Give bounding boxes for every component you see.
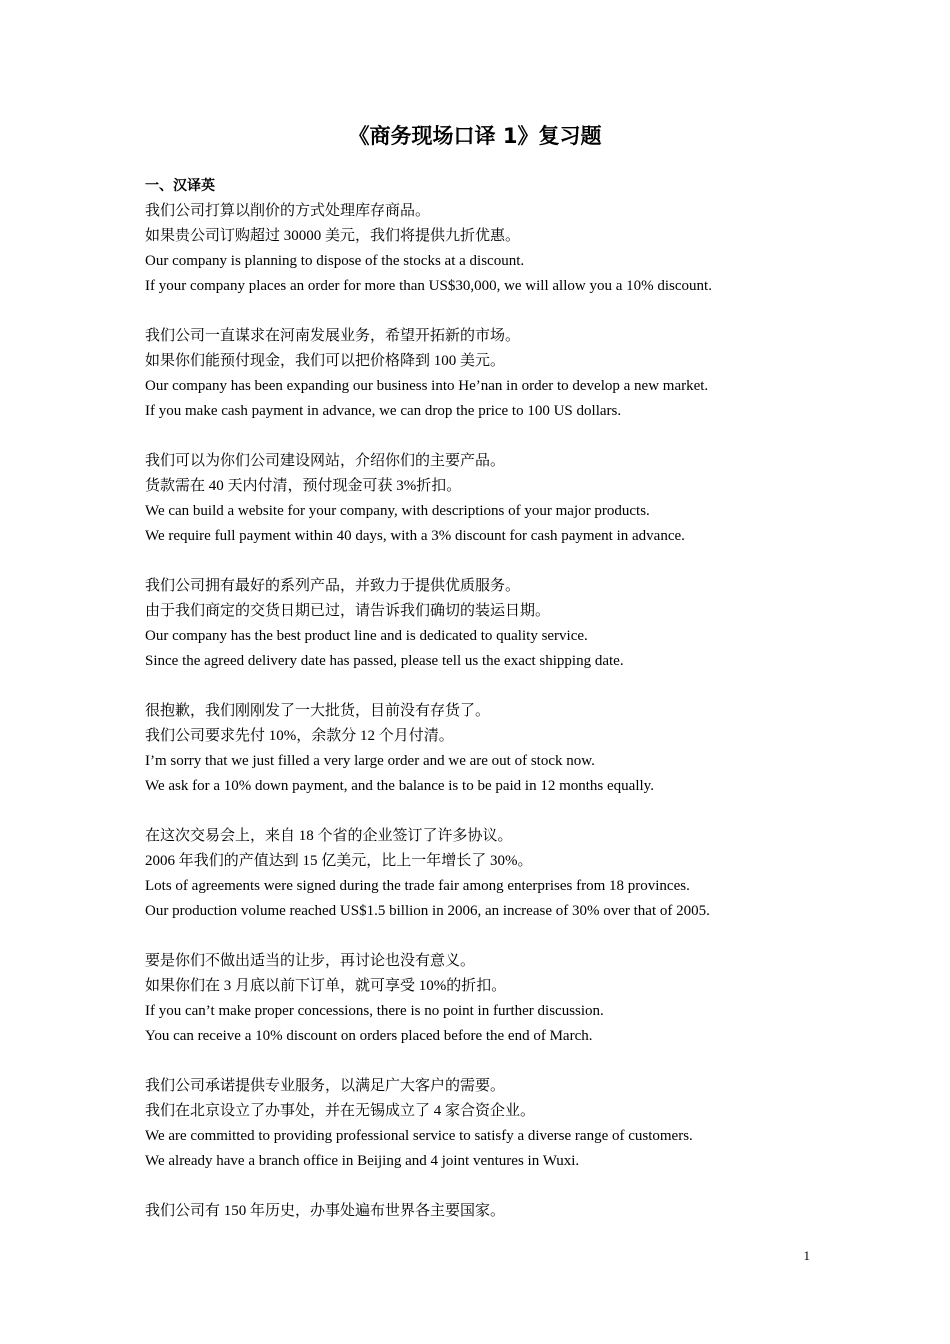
page-number: 1 bbox=[803, 1248, 810, 1263]
sentence-group-3 bbox=[145, 449, 865, 549]
sentence-group-4 bbox=[145, 574, 865, 674]
chinese-sentence: 如果贵公司订购超过 30000 美元，我们将提供九折优惠。 bbox=[145, 228, 521, 244]
english-sentence: I’m sorry that we just filled a very large order and we are out of stock now. bbox=[145, 753, 595, 769]
chinese-sentence: 我们公司拥有最好的系列产品，并致力于提供优质服务。 bbox=[145, 578, 521, 594]
document-title: 《商务现场口译 1》复习题 bbox=[348, 124, 602, 148]
section-heading: 一、汉译英 bbox=[145, 178, 215, 194]
chinese-sentence: 要是你们不做出适当的让步，再讨论也没有意义。 bbox=[145, 953, 476, 969]
english-sentence: We require full payment within 40 days, with a 3% discount for cash payment in advance. bbox=[145, 528, 685, 544]
english-sentence: We are committed to providing professional service to satisfy a diverse range of customers. bbox=[145, 1128, 693, 1144]
chinese-sentence: 我们可以为你们公司建设网站，介绍你们的主要产品。 bbox=[145, 453, 506, 469]
chinese-sentence: 2006 年我们的产值达到 15 亿美元，比上一年增长了 30%。 bbox=[145, 853, 533, 869]
sentence-group-8 bbox=[145, 1074, 865, 1174]
chinese-sentence: 很抱歉，我们刚刚发了一大批货，目前没有存货了。 bbox=[145, 703, 491, 719]
english-sentence: We already have a branch office in Beijing and 4 joint ventures in Wuxi. bbox=[145, 1153, 580, 1169]
english-sentence: If your company places an order for more than US$30,000, we will allow you a 10% discount. bbox=[145, 278, 712, 294]
chinese-sentence: 如果你们在 3 月底以前下订单，就可享受 10%的折扣。 bbox=[145, 978, 507, 994]
chinese-sentence: 我们公司一直谋求在河南发展业务，希望开拓新的市场。 bbox=[145, 328, 521, 344]
document-body bbox=[145, 174, 865, 1224]
english-sentence: Our company has the best product line and is dedicated to quality service. bbox=[145, 628, 588, 644]
english-sentence: We can build a website for your company, with descriptions of your major products. bbox=[145, 503, 650, 519]
sentence-group-9 bbox=[145, 1199, 865, 1224]
chinese-sentence: 在这次交易会上，来自 18 个省的企业签订了许多协议。 bbox=[145, 828, 513, 844]
sentence-group-1 bbox=[145, 199, 865, 299]
chinese-sentence: 我们公司承诺提供专业服务，以满足广大客户的需要。 bbox=[145, 1078, 506, 1094]
sentence-group-7 bbox=[145, 949, 865, 1049]
chinese-sentence: 货款需在 40 天内付清，预付现金可获 3%折扣。 bbox=[145, 478, 462, 494]
english-sentence: Since the agreed delivery date has passed, please tell us the exact shipping date. bbox=[145, 653, 624, 669]
sentence-group-2 bbox=[145, 324, 865, 424]
chinese-sentence: 我们公司要求先付 10%，余款分 12 个月付清。 bbox=[145, 728, 454, 744]
english-sentence: Our company is planning to dispose of the stocks at a discount. bbox=[145, 253, 525, 269]
english-sentence: You can receive a 10% discount on orders placed before the end of March. bbox=[145, 1028, 593, 1044]
chinese-sentence: 我们公司有 150 年历史，办事处遍布世界各主要国家。 bbox=[145, 1203, 506, 1219]
english-sentence: If you make cash payment in advance, we can drop the price to 100 US dollars. bbox=[145, 403, 622, 419]
chinese-sentence: 我们在北京设立了办事处，并在无锡成立了 4 家合资企业。 bbox=[145, 1103, 536, 1119]
english-sentence: Lots of agreements were signed during the trade fair among enterprises from 18 provinces. bbox=[145, 878, 690, 894]
chinese-sentence: 如果你们能预付现金，我们可以把价格降到 100 美元。 bbox=[145, 353, 506, 369]
chinese-sentence: 我们公司打算以削价的方式处理库存商品。 bbox=[145, 203, 431, 219]
english-sentence: Our production volume reached US$1.5 billion in 2006, an increase of 30% over that of 2005. bbox=[145, 903, 710, 919]
sentence-group-5 bbox=[145, 699, 865, 799]
english-sentence: If you can’t make proper concessions, there is no point in further discussion. bbox=[145, 1003, 604, 1019]
english-sentence: Our company has been expanding our business into He’nan in order to develop a new market. bbox=[145, 378, 709, 394]
sentence-group-6 bbox=[145, 824, 865, 924]
english-sentence: We ask for a 10% down payment, and the balance is to be paid in 12 months equally. bbox=[145, 778, 654, 794]
chinese-sentence: 由于我们商定的交货日期已过，请告诉我们确切的装运日期。 bbox=[145, 603, 551, 619]
